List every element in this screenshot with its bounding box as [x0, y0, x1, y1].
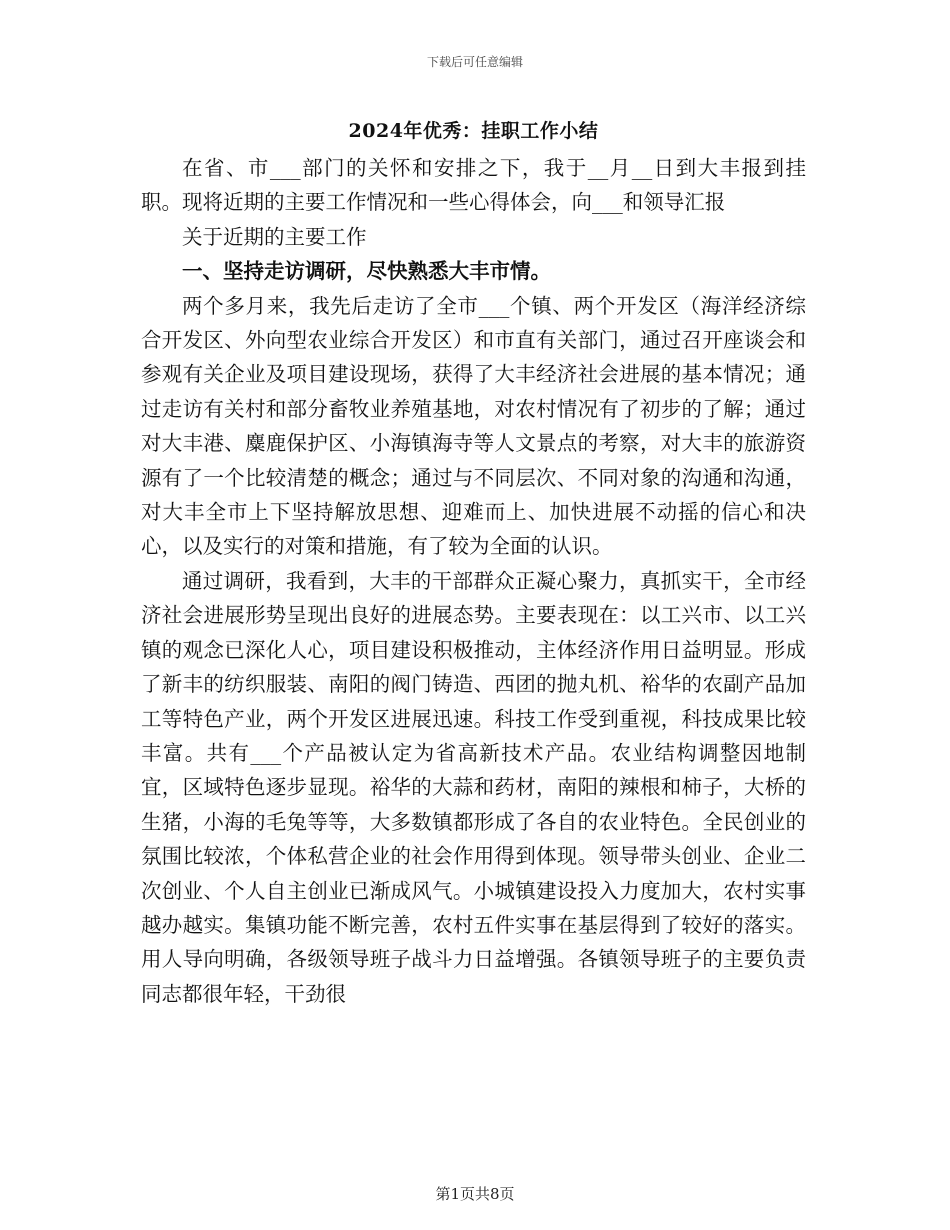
page-footer: 第1页共8页 — [435, 1185, 515, 1203]
body-paragraph-2: 通过调研，我看到，大丰的干部群众正凝心聚力，真抓实干，全市经济社会进展形势呈现出良好的进展态势。主要表现在：以工兴市、以工兴镇的观念已深化人心，项目建设积极推动，主体经济作用日益明显。形成了新丰的纺织服装、南阳的阀门铸造、西团的抛丸机、裕华的农副产品加工等特色产业，两个开发区进展迅速。科技工作受到重视，科技成果比较丰富。共有___个产品被认定为省高新技术产品。农业结构调整因地制宜，区域特色逐步显现。裕华的大蒜和药材，南阳的辣根和柿子，大桥的生猪，小海的毛兔等等，大多数镇都形成了各自的农业特色。全民创业的氛围比较浓，个体私营企业的社会作用得到体现。领导带头创业、企业二次创业、个人自主创业已渐成风气。小城镇建设投入力度加大，农村实事越办越实。集镇功能不断完善，农村五件实事在基层得到了较好的落实。用人导向明确，各级领导班子战斗力日益增强。各镇领导班子的主要负责同志都很年轻，干劲很 — [141, 568, 806, 1006]
body-paragraph-1: 两个多月来，我先后走访了全市___个镇、两个开发区（海洋经济综合开发区、外向型农业综合开发区）和市直有关部门，通过召开座谈会和参观有关企业及项目建设现场，获得了大丰经济社会进展的基本情况；通过走访有关村和部分畜牧业养殖基地，对农村情况有了初步的了解；通过对大丰港、麋鹿保护区、小海镇海寺等人文景点的考察，对大丰的旅游资源有了一个比较清楚的概念；通过与不同层次、不同对象的沟通和沟通，对大丰全市上下坚持解放思想、迎难而上、加快进展不动摇的信心和决心，以及实行的对策和措施，有了较为全面的认识。 — [141, 293, 806, 559]
section-heading-1: 一、坚持走访调研，尽快熟悉大丰市情。 — [182, 259, 551, 284]
page-header: 下载后可任意编辑 — [426, 55, 523, 69]
intro-paragraph: 在省、市___部门的关怀和安排之下，我于__月__日到大丰报到挂职。现将近期的主要工作情况和一些心得体会，向___和领导汇报 — [141, 156, 806, 215]
document-body — [141, 111, 806, 1011]
section-label: 关于近期的主要工作 — [182, 224, 367, 249]
document-title: 2024年优秀：挂职工作小结 — [348, 120, 599, 142]
